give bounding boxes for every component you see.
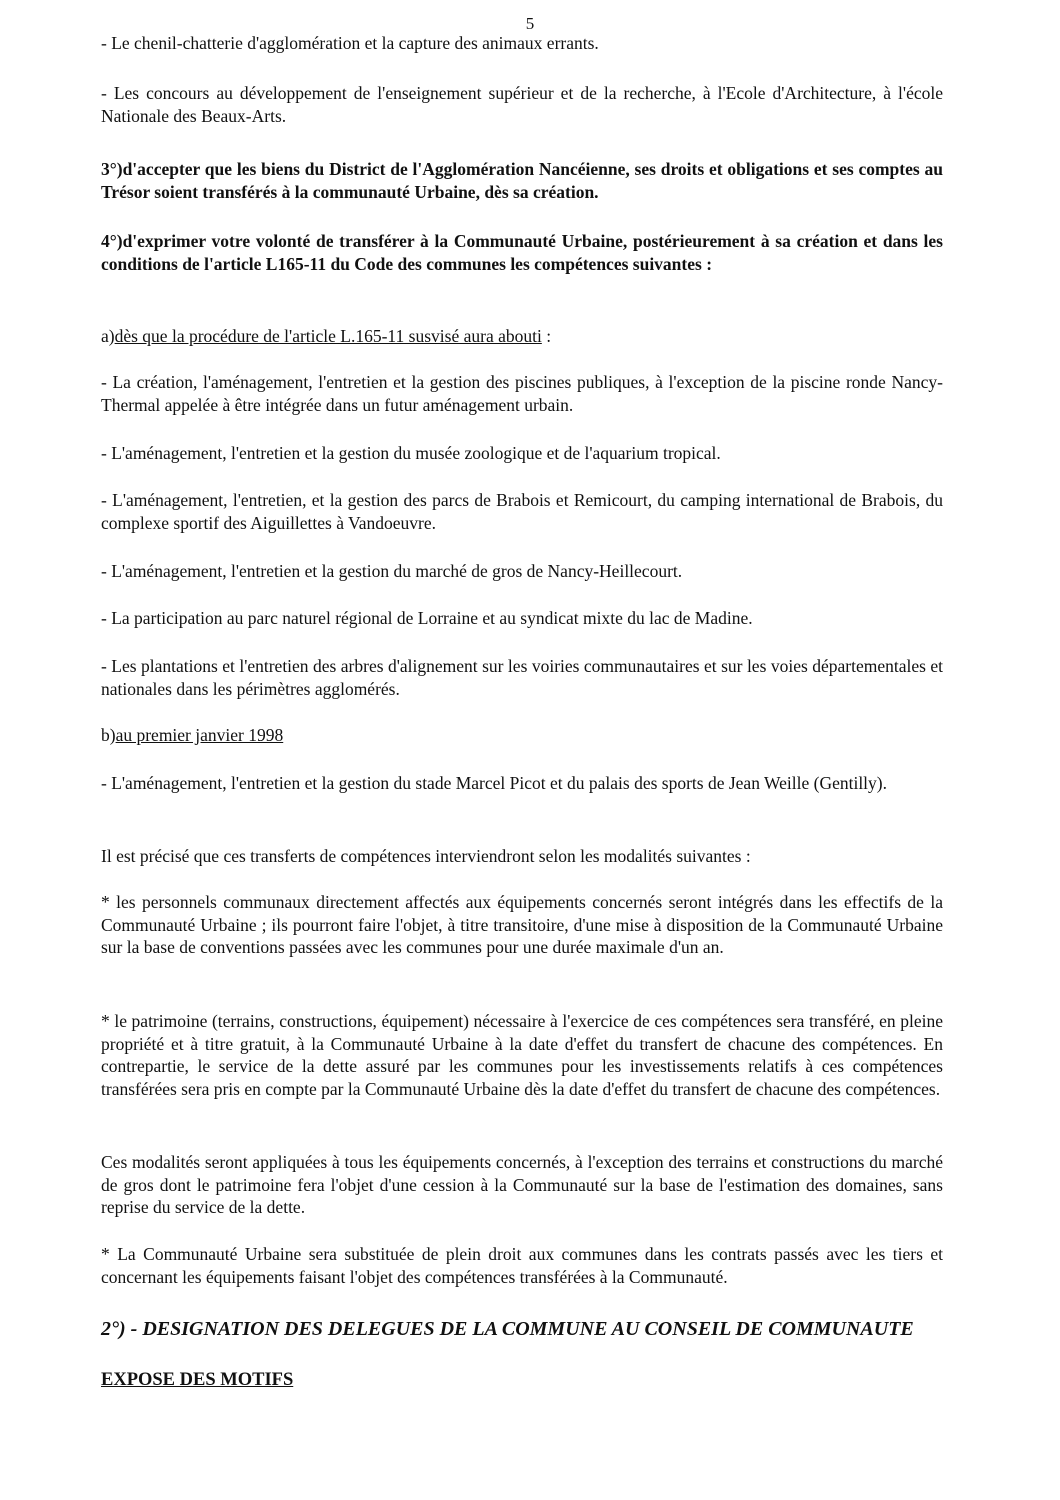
- item-a-prefix: a): [101, 326, 115, 346]
- section-heading: 2°) - DESIGNATION DES DELEGUES DE LA COMMUNE AU CONSEIL DE COMMUNAUTE: [101, 1318, 914, 1340]
- item-a-underlined: dès que la procédure de l'article L.165-11 susvisé aura abouti: [114, 326, 542, 346]
- paragraph-musee: - L'aménagement, l'entretien et la gestion du musée zoologique et de l'aquarium tropical.: [101, 443, 721, 463]
- paragraph-parc-naturel: - La participation au parc naturel régional de Lorraine et au syndicat mixte du lac de Madine.: [101, 608, 753, 628]
- paragraph-enseignement: - Les concours au développement de l'enseignement supérieur et de la recherche, à l'Ecole d'Architecture, à l'école Nationale des Beaux-Arts.: [101, 83, 943, 126]
- paragraph-4-volonte: 4°)d'exprimer votre volonté de transférer à la Communauté Urbaine, postérieurement à sa création et dans les conditions de l'article L165-11 du Code des communes les compétences suivantes :: [101, 231, 943, 274]
- item-b-prefix: b): [101, 725, 116, 745]
- item-a-heading: [101, 325, 943, 348]
- paragraph-precise: Il est précisé que ces transferts de compétences interviendront selon les modalités suivantes :: [101, 846, 751, 866]
- item-b-underlined: au premier janvier 1998: [115, 725, 284, 745]
- paragraph-3-biens: 3°)d'accepter que les biens du District de l'Agglomération Nancéienne, ses droits et obligations et ses comptes au Trésor soient transférés à la communauté Urbaine, dès sa création.: [101, 159, 943, 202]
- paragraph-substitution: * La Communauté Urbaine sera substituée de plein droit aux communes dans les contrats passés avec les tiers et concernant les équipements faisant l'objet des compétences transférées à la Communauté.: [101, 1244, 943, 1287]
- paragraph-marche: - L'aménagement, l'entretien et la gestion du marché de gros de Nancy-Heillecourt.: [101, 561, 683, 581]
- paragraph-patrimoine: * le patrimoine (terrains, constructions, équipement) nécessaire à l'exercice de ces compétences sera transféré, en pleine propriété et à titre gratuit, à la Communauté Urbaine à la date d'effet du transfert de chacune des compétences. En contrepartie, le service de la dette assuré par les communes pour les investissements relatifs à ces compétences transférées sera pris en compte par la Communauté Urbaine dès la date d'effet du transfert de chacune des compétences.: [101, 1011, 943, 1099]
- paragraph-chenil: - Le chenil-chatterie d'agglomération et la capture des animaux errants.: [101, 33, 599, 53]
- section-subheading: EXPOSE DES MOTIFS: [101, 1370, 294, 1390]
- item-b-heading: [101, 724, 943, 747]
- paragraph-stade: - L'aménagement, l'entretien et la gestion du stade Marcel Picot et du palais des sports de Jean Weille (Gentilly).: [101, 773, 887, 793]
- page-number: 5: [525, 14, 535, 33]
- paragraph-parcs: - L'aménagement, l'entretien, et la gestion des parcs de Brabois et Remicourt, du camping international de Brabois, du complexe sportif des Aiguillettes à Vandoeuvre.: [101, 490, 943, 533]
- item-a-suffix: :: [541, 326, 552, 346]
- paragraph-piscines: - La création, l'aménagement, l'entretien et la gestion des piscines publiques, à l'exception de la piscine ronde Nancy-Thermal appelée à être intégrée dans un futur aménagement urbain.: [101, 372, 943, 415]
- paragraph-plantations: - Les plantations et l'entretien des arbres d'alignement sur les voiries communautaires et sur les voies départementales et nationales dans les périmètres agglomérés.: [101, 656, 943, 699]
- paragraph-personnels: * les personnels communaux directement affectés aux équipements concernés seront intégrés dans les effectifs de la Communauté Urbaine ; ils pourront faire l'objet, à titre transitoire, d'une mise à disposition de la Communauté Urbaine sur la base de conventions passées avec les communes pour une durée maximale d'un an.: [101, 892, 943, 957]
- paragraph-modalites: Ces modalités seront appliquées à tous les équipements concernés, à l'exception des terrains et constructions du marché de gros dont le patrimoine fera l'objet d'une cession à la Communauté sur la base de l'estimation des domaines, sans reprise du service de la dette.: [101, 1152, 943, 1217]
